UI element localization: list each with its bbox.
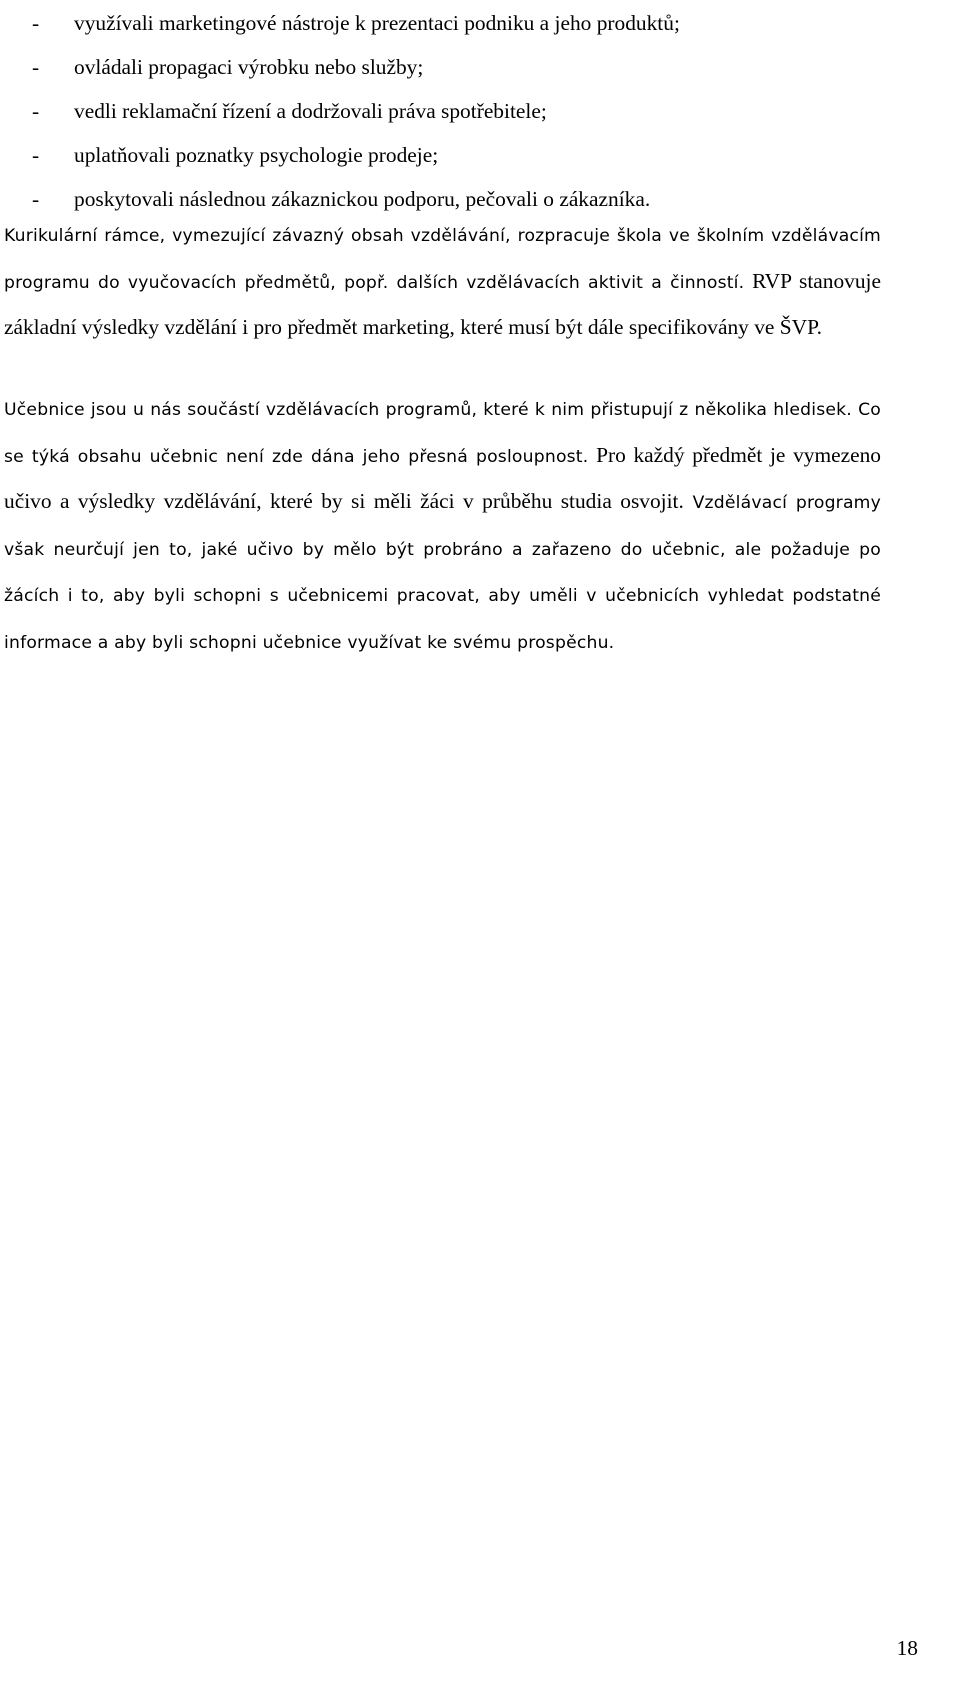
bullet-text: poskytovali následnou zákaznickou podporu, pečovali o zákazníka. [74, 187, 651, 211]
bullet-text: využívali marketingové nástroje k prezentaci podniku a jeho produktů; [74, 11, 680, 35]
bullet-dash: - [32, 99, 40, 123]
bullet-dash: - [32, 55, 40, 79]
bullet-text: vedli reklamační řízení a dodržovali práva spotřebitele; [74, 99, 547, 123]
bullet-dash: - [32, 187, 40, 211]
list-item [32, 1, 932, 45]
paragraph-text: RVP stanovuje základní výsledky vzdělání i pro předmět marketing, které musí být dále specifikovány ve ŠVP. [4, 268, 881, 339]
page-number: 18 [896, 1636, 918, 1660]
list-item [32, 45, 932, 89]
bullet-text: ovládali propagaci výrobku nebo služby; [74, 55, 424, 79]
bullet-list [32, 1, 932, 221]
paragraph-textbooks [4, 386, 881, 665]
paragraph-text-sans: Kurikulární rámce, vymezující závazný obsah vzdělávání, rozpracuje škola ve školním vzdělávacím programu do vyučovacích předmětů, popř. dalších vzdělávacích aktivit a činností. [4, 226, 881, 293]
paragraph-text: Pro každý předmět je vymezeno učivo a výsledky vzdělávání, které by si měli žáci v průběhu studia osvojit. [4, 442, 881, 513]
paragraph-curriculum [4, 212, 881, 350]
paragraph-text-sans: Vzdělávací programy však neurčují jen to, jaké učivo by mělo být probráno a zařazeno do učebnic, ale požaduje po žácích i to, aby byli schopni s učebnicemi pracovat, aby uměli v učebnicích vyhledat podstatné informace a aby byli schopni učebnice využívat ke svému prospěchu. [4, 493, 881, 653]
bullet-dash: - [32, 143, 40, 167]
bullet-text: uplatňovali poznatky psychologie prodeje; [74, 143, 439, 167]
list-item [32, 133, 932, 177]
paragraph-text-sans: Učebnice jsou u nás součástí vzdělávacích programů, které k nim přistupují z několika hledisek. Co se týká obsahu učebnic není zde dána jeho přesná posloupnost. [4, 400, 881, 467]
list-item [32, 89, 932, 133]
bullet-dash: - [32, 11, 40, 35]
